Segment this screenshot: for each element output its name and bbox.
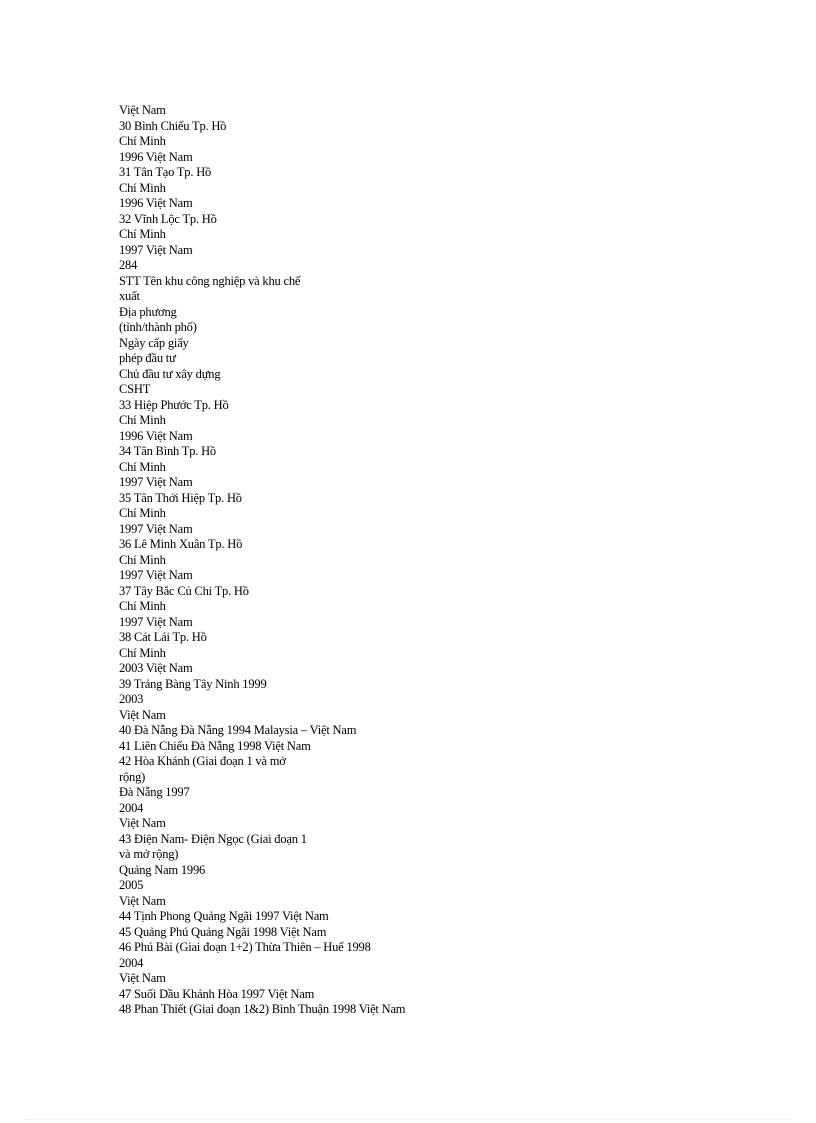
text-line: 1996 Việt Nam xyxy=(119,196,193,210)
text-line: 40 Đà Nẵng Đà Nẵng 1994 Malaysia – Việt Nam xyxy=(119,723,357,737)
text-line: 1996 Việt Nam xyxy=(119,428,193,443)
text-line: 2003 Việt Nam xyxy=(119,661,193,675)
text-line: 31 Tân Tạo Tp. Hồ xyxy=(119,165,212,179)
text-line: 1996 Việt Nam xyxy=(119,149,193,164)
text-line: Chí Minh xyxy=(119,227,166,241)
text-line: 41 Liên Chiểu Đà Nẵng 1998 Việt Nam xyxy=(119,738,311,753)
text-line: 1997 Việt Nam xyxy=(119,242,193,257)
text-line: 34 Tân Bình Tp. Hồ xyxy=(119,444,216,458)
text-line: 2003 xyxy=(119,692,144,706)
text-line: 46 Phú Bài (Giai đoạn 1+2) Thừa Thiên – Huế 1998 xyxy=(119,940,371,954)
text-line: 48 Phan Thiết (Giai đoạn 1&2) Bình Thuận 1998 Việt Nam xyxy=(119,1002,406,1016)
text-line: STT Tên khu công nghiệp và khu chế xyxy=(119,273,301,288)
text-line: Chí Minh xyxy=(119,459,166,474)
text-line: 43 Điện Nam- Điện Ngọc (Giai đoạn 1 xyxy=(119,831,307,846)
text-line: Việt Nam xyxy=(119,971,166,985)
text-line: 1997 Việt Nam xyxy=(119,568,193,582)
text-line: 2004 xyxy=(119,955,144,970)
text-line: 1997 Việt Nam xyxy=(119,614,193,629)
text-line: Đà Nẵng 1997 xyxy=(119,785,190,799)
text-line: (tỉnh/thành phố) xyxy=(119,320,197,334)
text-line: Việt Nam xyxy=(119,893,166,908)
document-text xyxy=(119,103,405,1018)
text-line: 37 Tây Bắc Củ Chi Tp. Hồ xyxy=(119,583,249,598)
text-line: 44 Tịnh Phong Quảng Ngãi 1997 Việt Nam xyxy=(119,909,329,923)
text-line: Chí Minh xyxy=(119,645,166,660)
text-line: 32 Vĩnh Lộc Tp. Hồ xyxy=(119,211,217,226)
text-line: Chí Minh xyxy=(119,506,166,520)
text-line: 2005 xyxy=(119,878,144,892)
text-line: Việt Nam xyxy=(119,707,166,722)
text-line: Chí Minh xyxy=(119,552,166,567)
text-line: 47 Suối Dầu Khánh Hòa 1997 Việt Nam xyxy=(119,986,315,1001)
text-line: và mở rộng) xyxy=(119,847,179,861)
text-line: CSHT xyxy=(119,382,151,396)
text-line: 1997 Việt Nam xyxy=(119,475,193,489)
text-line: 2004 xyxy=(119,800,144,815)
text-line: Việt Nam xyxy=(119,816,166,830)
text-line: 33 Hiệp Phước Tp. Hồ xyxy=(119,397,229,412)
text-line: phép đầu tư xyxy=(119,351,176,365)
text-line: Chủ đầu tư xây dựng xyxy=(119,366,221,381)
text-line: xuất xyxy=(119,289,140,303)
text-line: 38 Cát Lái Tp. Hồ xyxy=(119,630,207,644)
text-line: Chí Minh xyxy=(119,134,166,148)
text-line: Chí Minh xyxy=(119,180,166,195)
text-line: Ngày cấp giấy xyxy=(119,335,189,350)
text-line: 36 Lê Minh Xuân Tp. Hồ xyxy=(119,537,243,551)
text-line: rộng) xyxy=(119,769,146,784)
text-line: Việt Nam xyxy=(119,103,166,117)
text-line: Địa phương xyxy=(119,304,177,319)
text-line: 284 xyxy=(119,258,138,272)
text-line: 35 Tân Thới Hiệp Tp. Hồ xyxy=(119,490,242,505)
text-line: Chí Minh xyxy=(119,413,166,427)
text-line: 45 Quảng Phú Quảng Ngãi 1998 Việt Nam xyxy=(119,924,327,939)
page-bottom-border xyxy=(24,1119,792,1120)
text-line: Chí Minh xyxy=(119,599,166,613)
text-line: 1997 Việt Nam xyxy=(119,521,193,536)
text-line: Quảng Nam 1996 xyxy=(119,862,206,877)
text-line: 42 Hòa Khánh (Giai đoạn 1 và mở xyxy=(119,754,286,768)
text-line: 39 Trảng Bàng Tây Ninh 1999 xyxy=(119,676,267,691)
text-line: 30 Bình Chiểu Tp. Hồ xyxy=(119,118,227,133)
